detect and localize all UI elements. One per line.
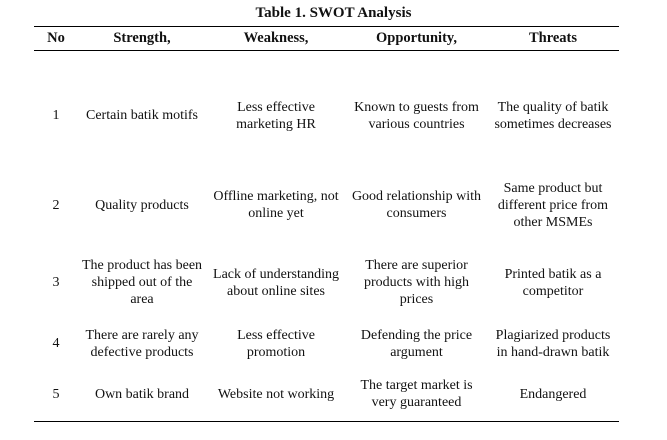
cell-strength: The product has been shipped out of the area [81,258,203,307]
column-header-no: No [34,27,78,51]
cell-strength: Own batik brand [78,374,206,422]
cell-threats: Printed batik as a competitor [504,266,602,299]
table-row [34,314,619,374]
column-header-weakness: Weakness, [206,27,346,51]
table-row [34,51,619,159]
cell-threats: Endangered [487,374,619,422]
column-header-opportunity: Opportunity, [346,27,487,51]
table-row [34,252,619,314]
table-row [34,159,619,252]
cell-no: 5 [34,374,78,422]
cell-no: 4 [52,336,60,351]
table-caption: Table 1. SWOT Analysis [255,5,412,21]
column-header-strength: Strength, [78,27,206,51]
cell-opportunity: There are superior products with high prices [364,258,469,307]
cell-opportunity: The target market is very guaranteed [346,374,487,422]
cell-opportunity: Good relationship with consumers [351,189,482,221]
cell-strength: Certain batik motifs [86,108,198,124]
cell-opportunity: Defending the price argument [360,327,473,360]
cell-weakness: Less effective promotion [237,327,315,360]
cell-strength: Quality products [95,197,189,213]
table-row [34,374,619,422]
cell-threats: Plagiarized products in hand-drawn batik [495,327,611,360]
cell-weakness: Offline marketing, not online yet [213,189,339,221]
cell-strength: There are rarely any defective products [85,327,199,360]
cell-no: 2 [52,197,60,213]
cell-opportunity: Known to guests from various countries [354,99,479,132]
cell-weakness: Website not working [206,374,346,422]
swot-table [34,26,619,422]
column-header-threats: Threats [487,27,619,51]
cell-no: 3 [52,275,60,290]
cell-weakness: Lack of understanding about online sites [213,266,339,299]
cell-weakness: Less effective marketing HR [236,99,316,132]
cell-no: 1 [52,108,60,124]
header-row [34,27,619,51]
cell-threats: Same product but different price from other MSMEs [497,180,609,230]
cell-threats: The quality of batik sometimes decreases [494,99,612,132]
